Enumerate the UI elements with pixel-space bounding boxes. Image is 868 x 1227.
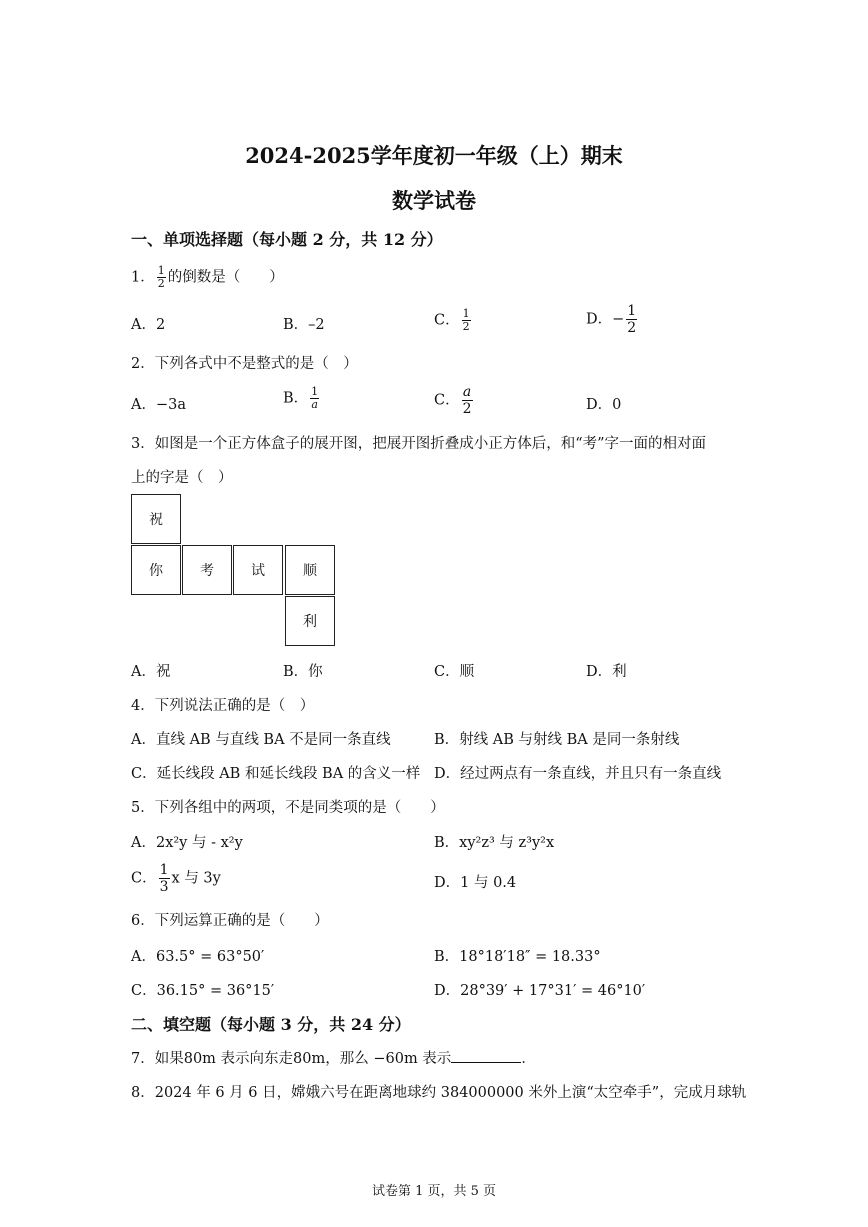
answer-blank	[451, 1048, 521, 1063]
option-b: B．你	[283, 664, 323, 680]
section-heading-fill: 二、填空题（每小题 3 分，共 24 分）	[131, 1015, 411, 1034]
question-number: 1．	[131, 269, 155, 286]
option-a: A．直线 AB 与直线 BA 不是同一条直线	[131, 732, 391, 748]
option-c: C． $\frac{a}{2}$	[434, 384, 472, 417]
question-text: 的倒数是（ ）	[167, 269, 284, 286]
fraction: $\frac{1}{a}$	[311, 385, 319, 411]
option-b: B．xy²z³ 与 z³y²x	[434, 835, 555, 851]
option-c: C． $\frac{1}{2}$	[434, 307, 470, 333]
option-d: D．28°39′ + 17°31′ = 46°10′	[434, 983, 646, 999]
net-cell: 祝	[131, 494, 181, 544]
question-6: 6．下列运算正确的是（ ）	[131, 913, 329, 929]
option-a: A．−3a	[131, 397, 186, 413]
fraction: $\frac{1}{3}$	[159, 862, 169, 895]
option-b: B．射线 AB 与射线 BA 是同一条射线	[434, 732, 680, 748]
net-cell: 利	[285, 596, 335, 646]
option-d: D．1 与 0.4	[434, 875, 517, 891]
option-b: B． $\frac{1}{a}$	[283, 385, 319, 411]
fraction: $\frac{a}{2}$	[462, 384, 472, 417]
question-8: 8．2024 年 6 月 6 日，嫦娥六号在距离地球约 384000000 米外上演“太空牵手”，完成月球轨	[131, 1085, 747, 1101]
option-c: C．延长线段 AB 和延长线段 BA 的含义一样	[131, 766, 421, 782]
option-d: D．经过两点有一条直线，并且只有一条直线	[434, 766, 722, 782]
question-3-line-1: 3．如图是一个正方体盒子的展开图，把展开图折叠成小正方体后，和“考”字一面的相对面	[131, 436, 707, 452]
fraction: $\frac{1}{2}$	[627, 303, 637, 336]
option-d: D．0	[586, 397, 622, 413]
option-a: A．2	[131, 317, 166, 333]
option-d: D．− $\frac{1}{2}$	[586, 303, 637, 336]
question-5: 5．下列各组中的两项，不是同类项的是（ ）	[131, 800, 445, 816]
net-cell: 考	[182, 545, 232, 595]
question-4: 4．下列说法正确的是（ ）	[131, 698, 315, 714]
exam-subtitle: 数学试卷	[392, 188, 476, 213]
question-3-line-2: 上的字是（ ）	[131, 470, 233, 486]
page-footer: 试卷第 1 页，共 5 页	[371, 1184, 497, 1199]
fraction: $\frac{1}{2}$	[157, 264, 165, 290]
option-a: A．2x²y 与 - x²y	[131, 835, 243, 851]
option-d: D．利	[586, 664, 627, 680]
option-c: C．顺	[434, 664, 475, 680]
section-heading-choice: 一、单项选择题（每小题 2 分，共 12 分）	[131, 230, 443, 249]
question-1	[131, 265, 284, 290]
option-b: B．–2	[283, 317, 325, 333]
question-7: 7．如果80m 表示向东走80m，那么 −60m 表示 ．	[131, 1047, 536, 1068]
option-a: A．祝	[131, 664, 171, 680]
option-a: A．63.5° = 63°50′	[131, 949, 265, 965]
exam-title: 2024-2025学年度初一年级（上）期末	[245, 143, 623, 168]
option-c: C．36.15° = 36°15′	[131, 983, 275, 999]
fraction: $\frac{1}{2}$	[462, 307, 470, 333]
question-2: 2．下列各式中不是整式的是（ ）	[131, 356, 358, 372]
option-b: B．18°18′18″ = 18.33°	[434, 949, 601, 965]
option-c: C． $\frac{1}{3}$ x 与 3y	[131, 862, 221, 895]
net-cell: 你	[131, 545, 181, 595]
net-cell: 试	[233, 545, 283, 595]
net-cell: 顺	[285, 545, 335, 595]
